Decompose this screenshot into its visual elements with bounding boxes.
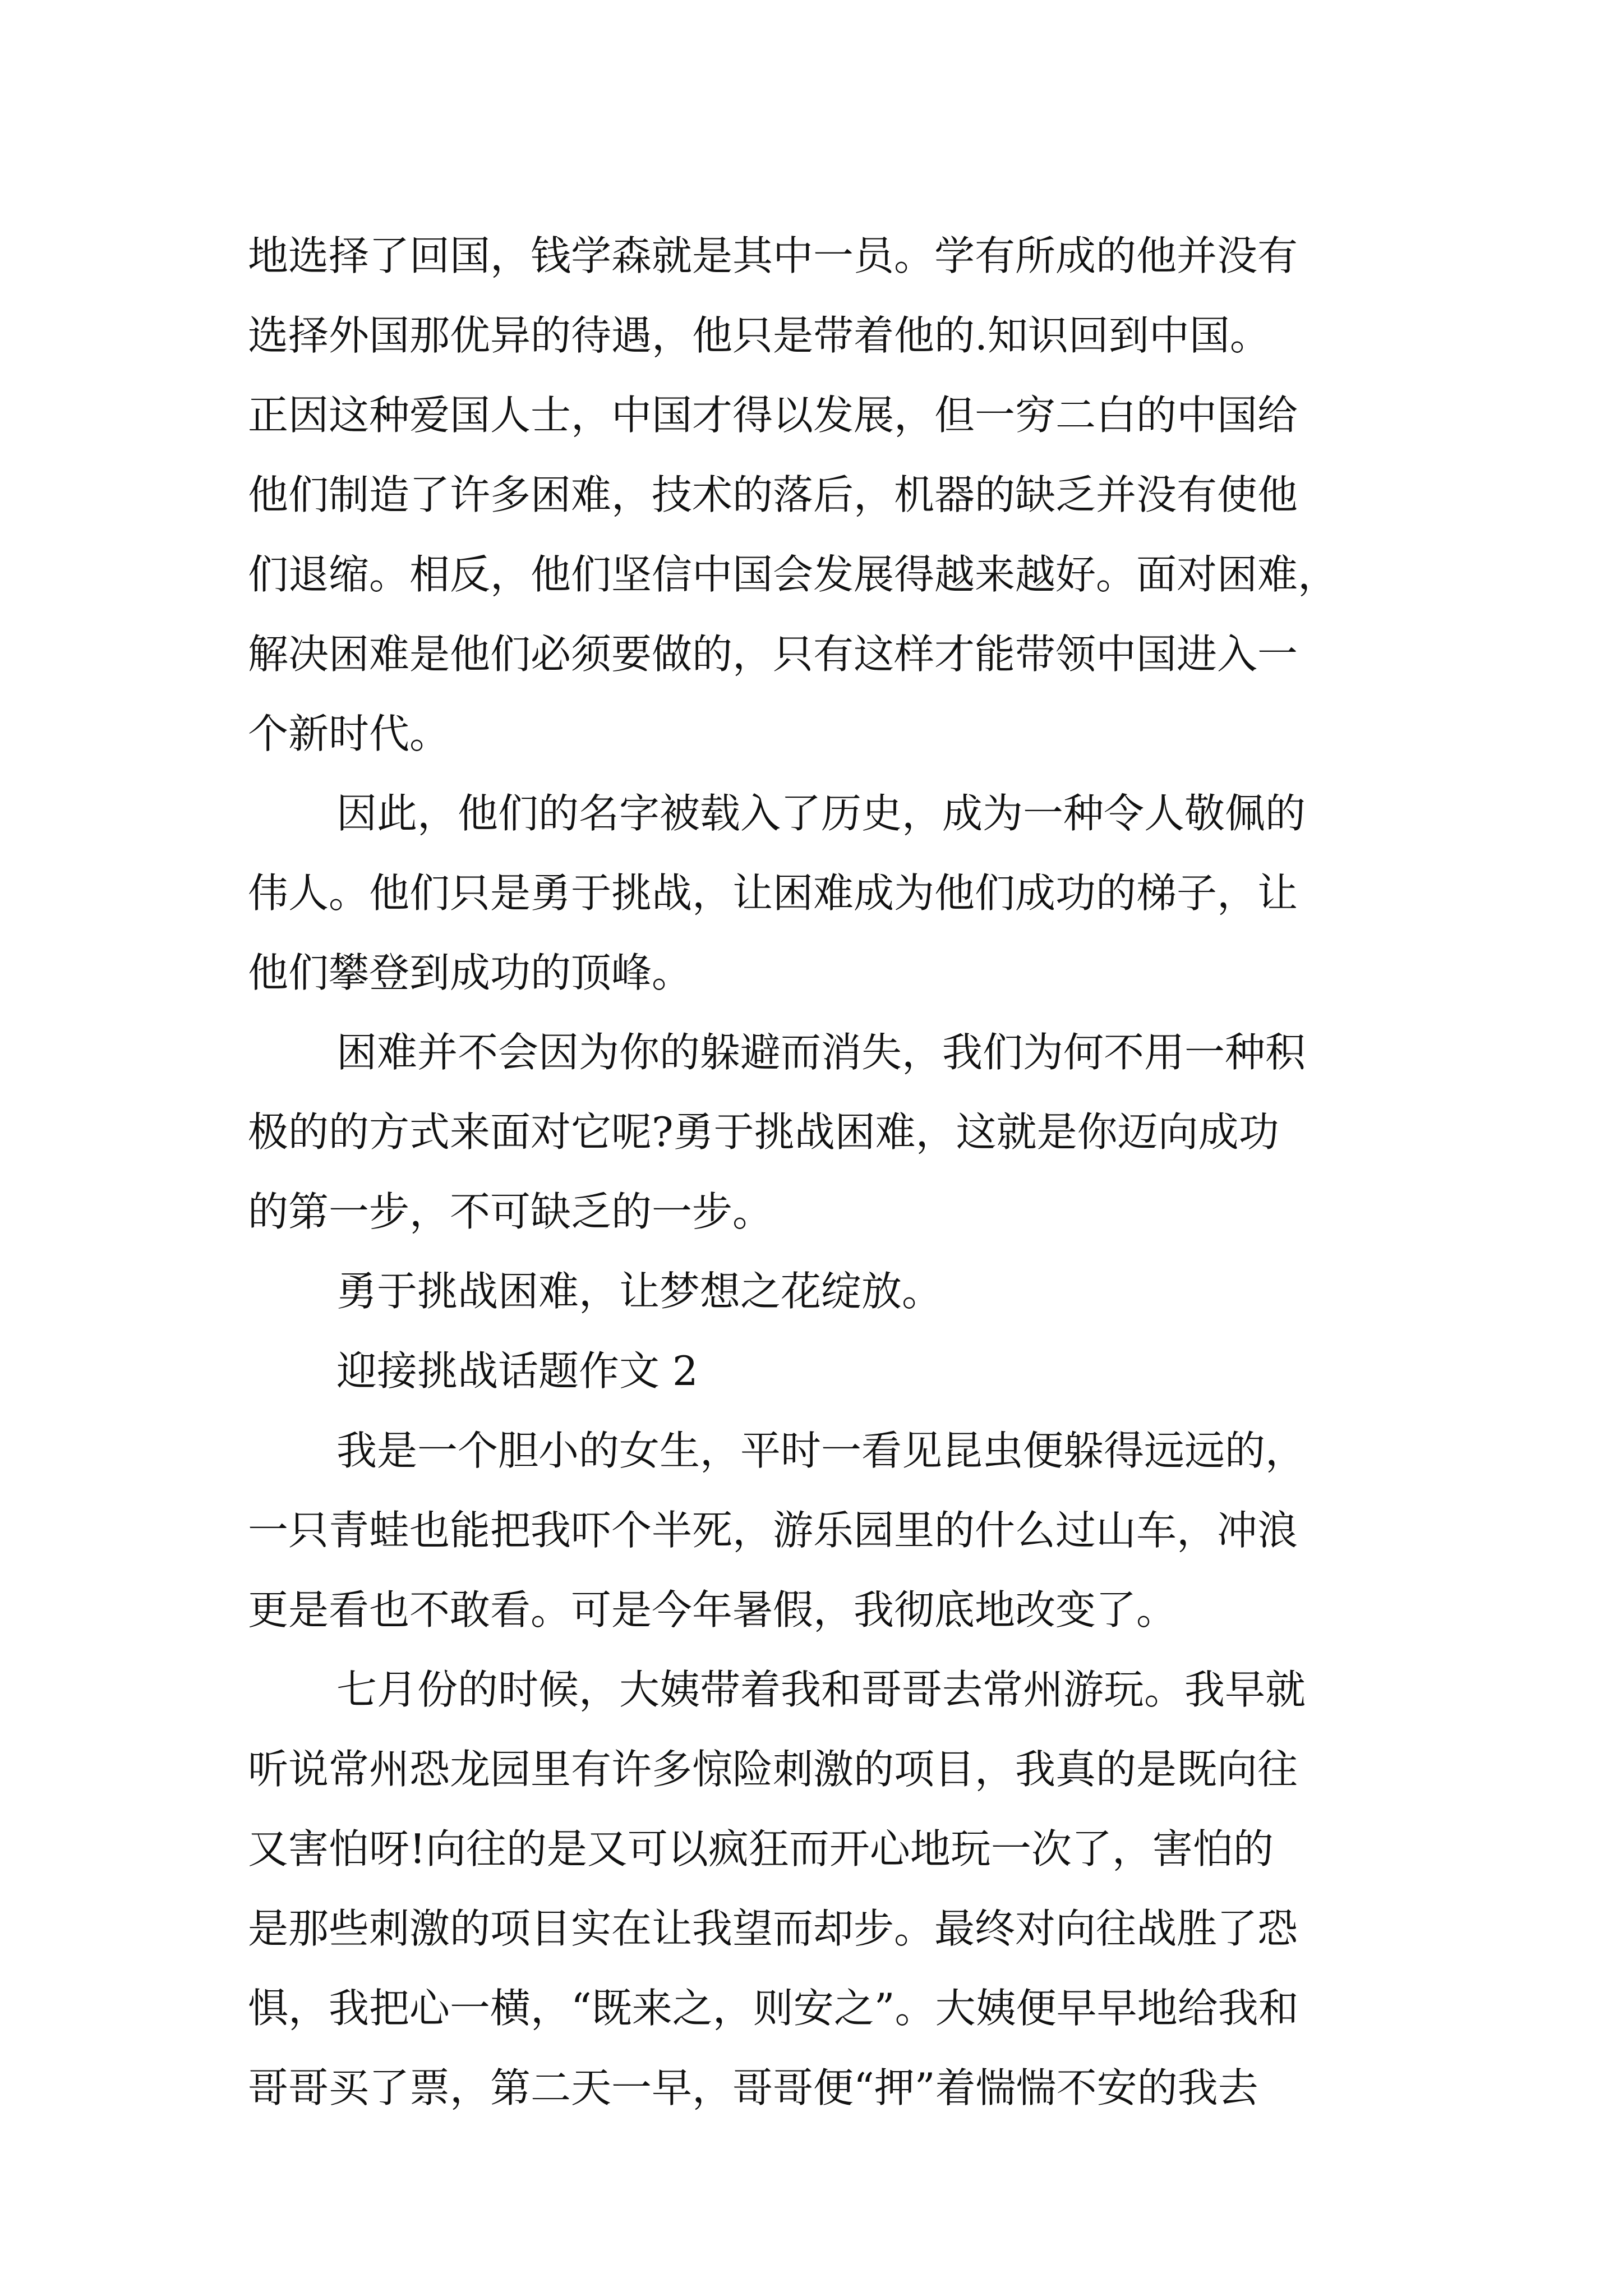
text-line: 个新时代。 (248, 710, 450, 757)
text-line: 惧，我把心一横，“既来之，则安之”。大姨便早早地给我和 (248, 1985, 1299, 2032)
paragraph-start-line: 因此，他们的名字被载入了历史，成为一种令人敬佩的 (336, 790, 1306, 837)
text-line: 又害怕呀!向往的是又可以疯狂而开心地玩一次了，害怕的 (248, 1825, 1274, 1872)
text-line: 一只青蛙也能把我吓个半死，游乐园里的什么过山车，冲浪 (248, 1507, 1298, 1554)
paragraph-start-line: 困难并不会因为你的躲避而消失，我们为何不用一种积 (336, 1029, 1306, 1076)
text-line: 是那些刺激的项目实在让我望而却步。最终对向往战胜了恐 (248, 1905, 1298, 1952)
body-text (248, 216, 1392, 2128)
text-line: 地选择了回国，钱学森就是其中一员。学有所成的他并没有 (248, 232, 1298, 279)
text-line: 们退缩。相反，他们坚信中国会发展得越来越好。面对困难， (248, 551, 1339, 598)
paragraph-start-line: 我是一个胆小的女生，平时一看见昆虫便躲得远远的， (336, 1427, 1306, 1474)
section-heading: 迎接挑战话题作文 2 (336, 1347, 698, 1395)
text-line: 正因这种爱国人士，中国才得以发展，但一穷二白的中国给 (248, 392, 1298, 439)
text-line: 他们制造了许多困难，技术的落后，机器的缺乏并没有使他 (248, 471, 1298, 518)
paragraph-start-line: 七月份的时候，大姨带着我和哥哥去常州游玩。我早就 (336, 1666, 1306, 1713)
paragraph-start-line: 勇于挑战困难，让梦想之花绽放。 (336, 1268, 943, 1315)
text-line: 听说常州恐龙园里有许多惊险刺激的项目，我真的是既向往 (248, 1746, 1298, 1793)
text-line: 哥哥买了票，第二天一早，哥哥便“押”着惴惴不安的我去 (248, 2064, 1258, 2111)
text-line: 伟人。他们只是勇于挑战，让困难成为他们成功的梯子，让 (248, 869, 1298, 917)
text-line: 极的的方式来面对它呢?勇于挑战困难，这就是你迈向成功 (248, 1108, 1279, 1156)
text-line: 更是看也不敢看。可是今年暑假，我彻底地改变了。 (248, 1586, 1177, 1634)
text-line: 他们攀登到成功的顶峰。 (248, 949, 693, 996)
text-line: 的第一步，不可缺乏的一步。 (248, 1188, 773, 1235)
text-line: 选择外国那优异的待遇，他只是带着他的.知识回到中国。 (248, 312, 1270, 359)
text-line: 解决困难是他们必须要做的，只有这样才能带领中国进入一 (248, 631, 1298, 678)
